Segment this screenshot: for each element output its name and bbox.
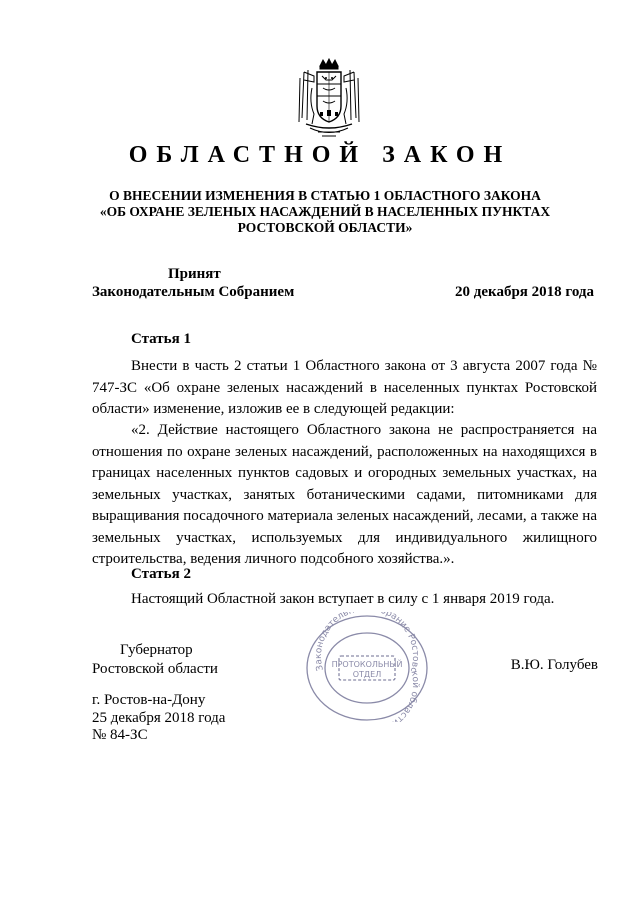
signatory-name: В.Ю. Голубев	[510, 657, 598, 673]
signatory-position-line: Губернатор	[120, 642, 193, 658]
stamp-inner-line: ПРОТОКОЛЬНЫЙ	[331, 660, 403, 669]
law-title-line: «ОБ ОХРАНЕ ЗЕЛЕНЫХ НАСАЖДЕНИЙ В НАСЕЛЕННЫХ ПУНКТАХ	[99, 204, 551, 219]
adopted-label: Принят	[168, 266, 221, 282]
adopted-date: 20 декабря 2018 года	[455, 284, 594, 300]
document-footer	[92, 692, 225, 745]
coat-of-arms-icon	[298, 58, 360, 140]
stamp-seal-icon	[303, 612, 431, 722]
law-title	[60, 188, 590, 236]
issue-place: г. Ростов-на-Дону	[92, 692, 206, 708]
article-2-heading: Статья 2	[131, 566, 191, 582]
law-title-line: РОСТОВСКОЙ ОБЛАСТИ»	[237, 220, 413, 235]
signatory-position	[92, 641, 252, 679]
adopted-by-label: Законодательным Собранием	[92, 284, 295, 300]
document-type-heading: ОБЛАСТНОЙ ЗАКОН	[128, 142, 512, 168]
article-2-paragraph-1: Настоящий Областной закон вступает в силу с 1 января 2019 года.	[131, 591, 555, 607]
article-1-heading: Статья 1	[131, 331, 191, 347]
law-number: № 84-ЗС	[92, 727, 148, 743]
stamp-inner-line: ОТДЕЛ	[352, 670, 382, 679]
stamp-outer-text: Законодатель рание Ростовской област	[313, 612, 421, 722]
coat-of-arms-emblem	[298, 58, 360, 140]
article-1-paragraph-2: «2. Действие настоящего Областного закона не распространяется на отношения по охране зеленых насаждений, расположенных на находящихся в границах населенных пунктов садовых и огородных земельных участках, на земельных участках, занятых ботаническими садами, питомниками для выращивания посадочного материала зеленых насаждений, лесами, а также на земельных участках, используемых для индивидуального жилищного строительства, ведения личного подсобного хозяйства.».	[92, 422, 597, 567]
signatory-position-line: Ростовской области	[92, 661, 218, 677]
official-stamp	[303, 612, 431, 722]
issue-date: 25 декабря 2018 года	[92, 709, 226, 726]
article-1-paragraph-1: Внести в часть 2 статьи 1 Областного закона от 3 августа 2007 года № 747-ЗС «Об охране зеленых насаждений в населенных пунктах Ростовской области» изменение, изложив ее в следующей редакции:	[92, 358, 597, 417]
law-title-line: О ВНЕСЕНИИ ИЗМЕНЕНИЯ В СТАТЬЮ 1 ОБЛАСТНОГО ЗАКОНА	[109, 188, 541, 203]
